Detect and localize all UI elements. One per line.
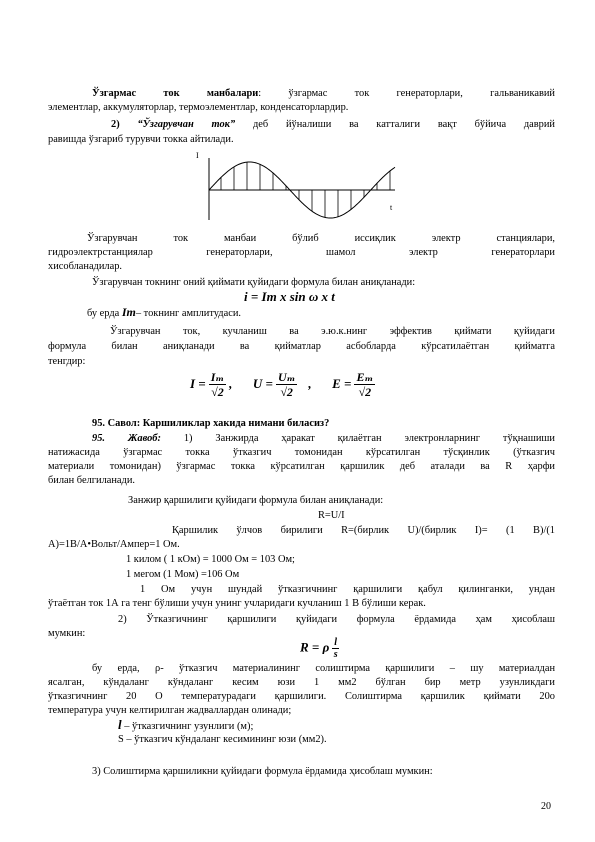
formula-ohm: R=U/I xyxy=(318,510,345,521)
formula-lhs: I = xyxy=(190,375,206,391)
paragraph-line: натижасида ўзгармас токка ўтказгич томонидан кўрсатилган тўсқинлик (ўтказгич xyxy=(48,447,555,458)
fraction xyxy=(209,370,226,400)
denominator: √2 xyxy=(280,385,293,399)
paragraph-line: Ўзгарувчан токнинг оний қиймати қуйидаги формула билан аниқланади: xyxy=(92,277,416,288)
denominator: √2 xyxy=(358,385,372,399)
paragraph-line: формула билан аниқланади ва қийматлар асбобларда кўрсатилаётган қийматга xyxy=(48,341,555,352)
paragraph-line xyxy=(92,432,555,446)
paragraph-line: гидроэлектрстанциялар генераторлари, шамол электр генераторлари xyxy=(48,247,555,258)
paragraph-line: бу ерда, ρ- ўтказгич материалининг солиштирма қаршилиги – шу материалдан xyxy=(92,663,555,674)
text: бу ерда xyxy=(87,308,120,319)
paragraph-line: Ўзгарувчан ток манбаи бўлиб иссиқлик электр станциялари, xyxy=(87,233,555,244)
denominator: √2 xyxy=(211,385,224,399)
list-number: 2) xyxy=(111,119,120,130)
paragraph-line: элементлар, аккумуляторлар, термоэлементлар, конденсаторлардир. xyxy=(48,102,349,113)
paragraph-line: тенгдир: xyxy=(48,356,86,367)
paragraph-line: А)=1В/А•Вольт/Ампер=1 Ом. xyxy=(48,539,180,550)
paragraph-line: ўтказгичнинг 20 О температурадаги қаршилиги. Солиштирма қаршилик қиймати 20о xyxy=(48,691,555,702)
paragraph-line: Ўзгарувчан ток, кучланиш ва э.ю.к.нинг эффектив қиймати қуйидаги xyxy=(110,326,555,337)
paragraph-line: ясалган, кўндаланг кўндаланг кесим юзи 1 мм2 бўлган бир метр узунликдаги xyxy=(48,677,555,688)
text: – ўтказгичнинг узунлиги (м); xyxy=(124,721,254,732)
text: – токнинг амплитудаси. xyxy=(135,308,241,319)
formula-lhs: E = xyxy=(332,375,352,391)
paragraph-line: 1 Ом учун шундай ўтказгичнинг қаршилиги қабул қилинганки, ундан xyxy=(140,584,555,595)
paragraph-line: билан белгиланади. xyxy=(48,475,135,486)
numerator: l xyxy=(334,637,338,648)
paragraph-line xyxy=(92,87,555,101)
formula-lhs: R = ρ xyxy=(300,639,330,655)
term-dc-sources: Ўзгармас ток манбалари xyxy=(92,88,259,99)
paragraph-line xyxy=(118,718,595,734)
paragraph-line xyxy=(87,305,594,321)
numerator: Eₘ xyxy=(356,370,374,384)
text: 1) Занжирда ҳаракат қилаётган электронларнинг тўқнашиши xyxy=(183,433,555,444)
text: деб йўналиши ва катталиги вақт бўйича даврий xyxy=(252,119,555,130)
numerator: Uₘ xyxy=(277,370,296,384)
formula-instant-current: i = Im x sin ω x t xyxy=(244,289,335,304)
paragraph-line: хисобланадилар. xyxy=(48,261,122,272)
symbol-l: l xyxy=(118,717,122,732)
paragraph-line: 1 килом ( 1 кОм) = 1000 Ом = 103 Ом; xyxy=(126,554,295,565)
paragraph-line: равишда ўзгариб турувчи токка айтилади. xyxy=(48,134,234,145)
axis-label-y: I xyxy=(196,151,199,160)
symbol-im: Im xyxy=(121,305,136,319)
paragraph-line: материали томонидан) ўзгармас токка кўрсатилган қаршилик деб аталади ва R ҳарфи xyxy=(48,461,555,472)
separator: , xyxy=(308,375,312,391)
question-heading: 95. Савол: Каршиликлар хакида нимани биласиз? xyxy=(92,418,330,429)
paragraph-line: S – ўтказгич кўндаланг кесимининг юзи (мм2). xyxy=(118,734,327,745)
fraction xyxy=(354,370,375,400)
paragraph-line: 2) Ўтказгичнинг қаршилиги қуйидаги формула ёрдамида ҳам ҳисоблаш xyxy=(118,614,555,625)
paragraph-line: 1 мегом (1 Мом) =106 Ом xyxy=(126,569,240,580)
answer-label: 95. Жавоб: xyxy=(92,433,161,444)
formula-effective-values xyxy=(190,370,378,400)
text: : ўзгармас ток генераторлари, гальваникавий xyxy=(258,88,555,99)
separator: , xyxy=(229,375,233,391)
paragraph-line: 3) Солиштирма қаршиликни қуйидаги формула ёрдамида ҳисоблаш мумкин: xyxy=(92,766,433,777)
axis-label-x: t xyxy=(390,203,393,212)
paragraph-line: Занжир қаршилиги қуйидаги формула билан аниқланади: xyxy=(128,495,384,506)
paragraph-line xyxy=(111,118,555,132)
numerator: Iₘ xyxy=(210,370,225,384)
paragraph-line: мумкин: xyxy=(48,628,86,639)
paragraph-line: ўтаётган ток 1А га тенг бўлиши учун унинг учларидаги кучланиш 1 В бўлиши керак. xyxy=(48,598,426,609)
formula-resistivity xyxy=(300,637,342,660)
paragraph-line: Қаршилик ўлчов бирилиги R=(бирлик U)/(бирлик I)= (1 В)/(1 xyxy=(172,525,555,536)
denominator: s xyxy=(333,649,338,660)
paragraph-line: температура учун келтирилган жадваллардан олинади; xyxy=(48,705,292,716)
page-number: 20 xyxy=(541,801,551,812)
sine-wave-figure xyxy=(190,148,410,228)
fraction xyxy=(332,637,339,660)
term-ac: “Ўзгарувчан ток” xyxy=(137,119,236,130)
formula-lhs: U = xyxy=(252,375,273,391)
fraction xyxy=(276,370,297,400)
